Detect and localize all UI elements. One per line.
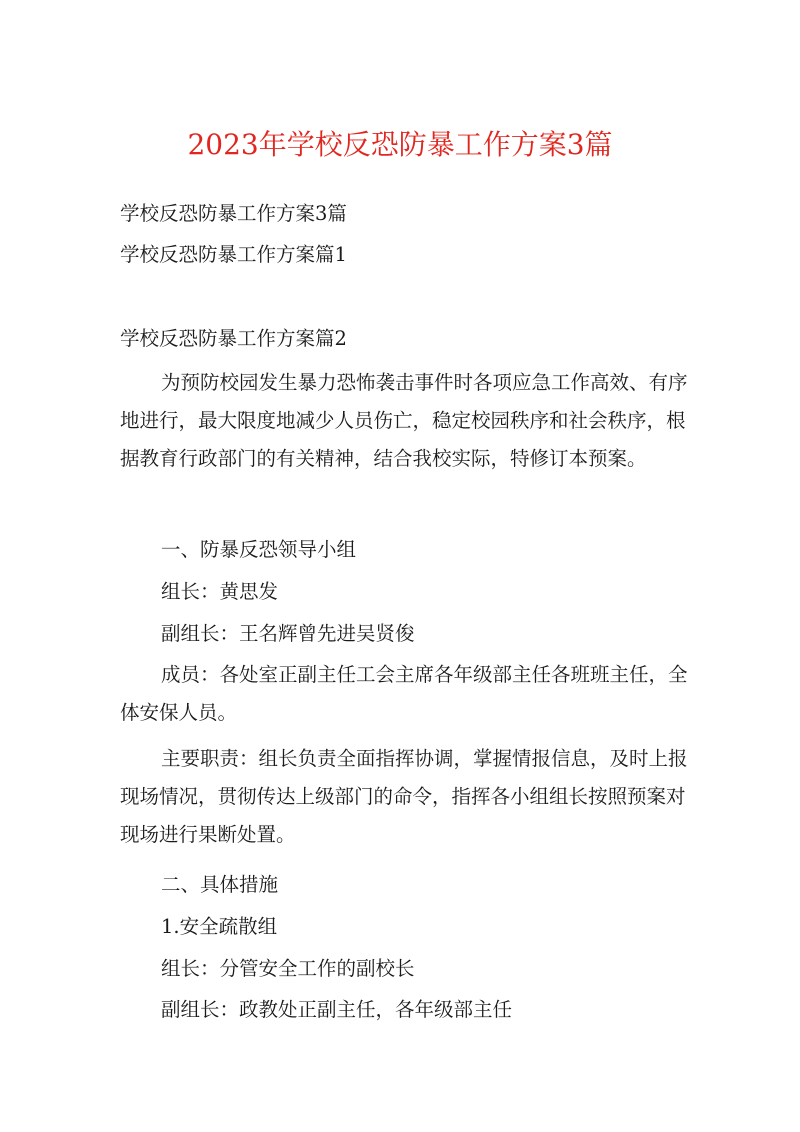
deputy-leader-line: 副组长：王名辉曾先进吴贤俊 xyxy=(161,622,415,645)
evacuation-group-heading: 1.安全疏散组 xyxy=(161,915,278,938)
section-heading-leadership: 一、防暴反恐领导小组 xyxy=(161,538,357,561)
leader-line: 组长：黄思发 xyxy=(161,580,279,603)
duties-paragraph: 主要职责：组长负责全面指挥协调，掌握情报信息，及时上报现场情况，贯彻传达上级部门的命令，指挥各小组组长按照预案对现场进行果断处置。 xyxy=(120,747,688,846)
evacuation-leader-line: 组长：分管安全工作的副校长 xyxy=(161,957,415,980)
document-title: 2023年学校反恐防暴工作方案3篇 xyxy=(187,128,613,161)
part1-heading: 学校反恐防暴工作方案篇1 xyxy=(120,243,347,266)
document-subtitle: 学校反恐防暴工作方案3篇 xyxy=(120,202,347,225)
evacuation-deputy-line: 副组长：政教处正副主任，各年级部主任 xyxy=(161,998,513,1021)
intro-paragraph: 为预防校园发生暴力恐怖袭击事件时各项应急工作高效、有序地进行，最大限度地减少人员伤亡，稳定校园秩序和社会秩序，根据教育行政部门的有关精神，结合我校实际，特修订本预案。 xyxy=(120,371,688,470)
part2-heading: 学校反恐防暴工作方案篇2 xyxy=(120,327,347,350)
section-heading-measures: 二、具体措施 xyxy=(161,873,279,896)
members-paragraph: 成员：各处室正副主任工会主席各年级部主任各班班主任，全体安保人员。 xyxy=(120,663,688,724)
